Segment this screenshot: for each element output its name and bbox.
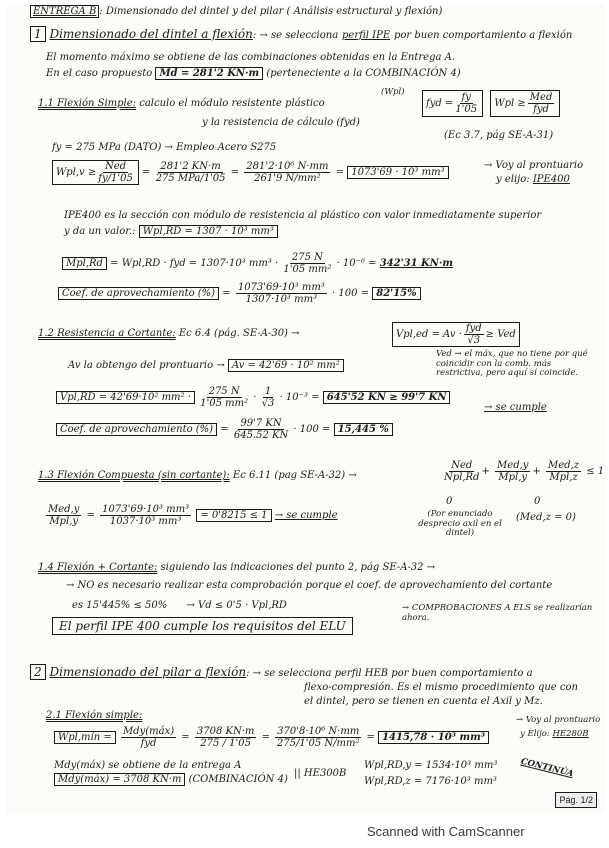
- section-2-1-title: 2.1 Flexión simple:: [46, 710, 143, 721]
- mplrd-result: 342'31 KN·m: [379, 258, 453, 269]
- scanned-page: [6, 4, 605, 814]
- els-note: → COMPROBACIONES A ELS se realizarían ahora.: [402, 603, 593, 623]
- page-number: Pág. 1/2: [555, 792, 597, 808]
- coef-2-den: 645.52 KN: [233, 430, 289, 441]
- section-1-trail2: por buen comportamiento a flexión: [393, 30, 573, 41]
- vplrd-lhs: Vpl,RD = 42'69·10² mm² ·: [56, 391, 195, 404]
- vplrd-tail: · 10⁻³ =: [279, 392, 320, 403]
- wplmin-lhs: Wpl,mín =: [54, 731, 116, 744]
- wplv-f1-den: fy/1'05: [98, 173, 133, 184]
- fyd-num: fy: [461, 92, 471, 103]
- s13-se-cumple: → se cumple: [274, 510, 338, 521]
- elijo-text: y elijo:: [496, 174, 530, 185]
- section-1-1-title: 1.1 Flexión Simple:: [38, 98, 137, 109]
- section-1-perfil: perfil IPE: [342, 30, 391, 41]
- s13-lhs-den: Mpl,y: [49, 516, 79, 527]
- vplrd-result: 645'52 KN ≥ 99'7 KN: [323, 391, 451, 404]
- s2-text-2: flexo-compresión. Es el mismo procedimiento que con: [304, 682, 578, 693]
- s14-ratio: es 15'445% ≤ 50%: [72, 600, 168, 611]
- md-value-box: Md = 281'2 KN·m: [155, 67, 263, 80]
- wplmin-f1-num: Mdy(máx): [122, 726, 175, 737]
- wpl-annotation: (Wpl): [381, 87, 405, 97]
- fy-data-line: fy = 275 MPa (DATO) → Empleo Acero S275: [52, 142, 277, 153]
- int-t1-num: Ned: [451, 460, 473, 471]
- header-rest: : Dimensionado del dintel y del pilar ( Análisis estructural y flexión): [99, 6, 443, 17]
- mdy-note: Mdy(máx) se obtiene de la entrega A: [54, 760, 242, 771]
- vplrd-dot: ·: [253, 392, 257, 403]
- ipe400-paragraph: IPE400 es la sección con módulo de resistencia al plástico con valor inmediatamente superior: [64, 210, 542, 221]
- elijo-ipe: [496, 174, 570, 186]
- fyd-den: 1'05: [455, 104, 478, 115]
- s11-text-2: y la resistencia de cálculo (fyd): [202, 117, 360, 128]
- ipe400-choice: IPE400: [532, 174, 570, 185]
- vpl-den: √3: [467, 335, 481, 346]
- mplrd-den: 1'05 mm²: [283, 264, 332, 275]
- int-zero-2: 0: [534, 496, 541, 507]
- section-1-p2-text: En el caso propuesto: [46, 68, 153, 79]
- wplmin-f2-num: 3708 KN·m: [196, 726, 255, 737]
- s13-check: $\frac{\text{Med,y}}{\text{Mpl,y}}$ = $\frac{\text{1073'69·10³ mm³}}{\text{1037·10³ mm³}}$ = 0'8215 ≤ 1 → se cumple: [48, 504, 338, 527]
- section-1-4-heading: [38, 562, 435, 574]
- av-line: [68, 360, 344, 372]
- wplrd-z: Wpl,RD,z = 7176·10³ mm³: [364, 776, 497, 787]
- fyd-lhs: fyd =: [426, 98, 454, 109]
- wplv-f3-den: 261'9 N/mm²: [254, 173, 321, 184]
- coef-1-result: 82'15%: [372, 287, 420, 300]
- coef-2-result: 15,445 %: [334, 423, 393, 436]
- section-2-1-heading: [46, 710, 142, 722]
- s14-text-1: siguiendo las indicaciones del punto 2, pág SE-A-32 →: [160, 562, 436, 573]
- coef-1-tail: · 100 =: [332, 288, 370, 299]
- wplv-f2-num: 281'2 KN·m: [160, 161, 221, 172]
- s21-elijo-text: y Elijo:: [520, 729, 550, 739]
- fyd-formula: [422, 90, 560, 117]
- s21-elijo: [520, 730, 589, 740]
- section-1-heading: [30, 28, 572, 42]
- int-zero-1: 0: [446, 496, 453, 507]
- interaction-formula: $\frac{\text{Ned}}{\text{Npl,Rd}}$ + $\frac{\text{Med,y}}{\text{Mpl,y}}$ + $\frac{\text{Med,z}}{\text{Mpl,z}}$ ≤ 1: [444, 460, 605, 483]
- wpl-lhs: Wpl ≥: [494, 98, 526, 109]
- s13-result: = 0'8215 ≤ 1: [196, 509, 271, 522]
- s14-condition: → Vd ≤ 0'5 · Vpl,RD: [186, 600, 287, 611]
- coef-1-den: 1307·10³ mm³: [245, 294, 318, 305]
- mplrd-tail: · 10⁻⁶ =: [336, 258, 377, 269]
- av-value: Av = 42'69 · 10² mm²: [228, 359, 344, 372]
- wplmin-f1-den: fyd: [140, 738, 157, 749]
- s12-se-cumple: → se cumple: [484, 402, 547, 413]
- vplrd-num-2: 1: [264, 386, 272, 397]
- continua-note: CONTINÚA: [519, 756, 575, 780]
- section-1-1-heading: [38, 98, 325, 110]
- coef-2-equation: Coef. de aprovechamiento (%) = $\frac{99'7 KN}{645.52 KN}$ · 100 = 15,445 %: [56, 418, 393, 441]
- section-1-3-heading: [38, 470, 357, 482]
- vplrd-num: 275 N: [208, 386, 240, 397]
- wpl-num: Med: [529, 92, 553, 103]
- section-2-number: 2: [30, 664, 46, 680]
- vplrd-den-2: √3: [261, 398, 275, 409]
- section-1-trail: : → se selecciona: [252, 30, 339, 41]
- ipe400-conclusion: El perfil IPE 400 cumple los requisitos del ELU: [52, 617, 353, 635]
- section-2-heading: [30, 666, 533, 680]
- prontuario-note: → Voy al prontuario: [484, 160, 584, 171]
- vpl-formula: [392, 322, 520, 347]
- he300b-label: || HE300B: [294, 768, 347, 779]
- section-1-paragraph-1: El momento máximo se obtiene de las combinaciones obtenidas en la Entrega A.: [46, 52, 456, 63]
- vplrd-equation: [56, 386, 450, 409]
- section-1-paragraph-2: [46, 68, 461, 80]
- wplv-f2-den: 275 MPa/1'05: [155, 173, 226, 184]
- vpl-num: fyd: [465, 323, 482, 334]
- mdy-value: Mdy(máx) = 3708 KN·m: [54, 773, 185, 786]
- wplv-result: 1073'69 · 10³ mm³: [347, 166, 448, 179]
- int-t3-den: Mpl,z: [549, 472, 578, 483]
- coef-1-label: Coef. de aprovechamiento (%): [58, 287, 219, 300]
- wpl-den: fyd: [533, 104, 549, 115]
- s14-text-2: → NO es necesario realizar esta comprobación porque el coef. de aprovechamiento del cortante: [66, 580, 553, 591]
- int-note-2: (Med,z = 0): [516, 512, 576, 523]
- wplmin-equation: Wpl,mín = $\frac{\text{Mdy(máx)}}{\text{fyd}}$ = $\frac{3708 KN\cdot m}{275 / 1'05}$ = $\frac{\text{370'8·10⁶ N·mm}}{\text{275/1'05 N/mm²}}$ = 1415,78 · 10³ mm³: [54, 726, 489, 749]
- mplrd-equation: [62, 252, 453, 275]
- s11-text-1: calculo el módulo resistente plástico: [139, 98, 325, 109]
- wplv-f1-num: Ned: [105, 161, 127, 172]
- int-note-1: (Por enunciado desprecio axil en el dintel): [418, 509, 502, 538]
- int-le: ≤ 1: [586, 466, 605, 477]
- md-combination: (perteneciente a la COMBINACIÓN 4): [266, 68, 461, 79]
- mplrd-middle: = Wpl,RD · fyd = 1307·10³ mm³ ·: [110, 258, 279, 269]
- s2-text-3: el dintel, pero se tienen en cuenta el Axil y Mz.: [304, 696, 543, 707]
- vpl-tail: ≥ Ved: [485, 329, 516, 340]
- mplrd-num: 275 N: [291, 252, 323, 263]
- coef-2-label: Coef. de aprovechamiento (%): [56, 423, 217, 436]
- section-1-title: Dimensionado del dintel a flexión: [49, 27, 253, 41]
- ec-3-7-ref: (Ec 3.7, pág SE-A-31): [444, 130, 554, 141]
- s13-r-num: 1073'69·10³ mm³: [102, 504, 190, 515]
- mplrd-lhs: Mpl,Rd: [62, 257, 107, 270]
- he280b-choice: HE280B: [552, 729, 589, 739]
- s14-conclusion: [52, 620, 353, 632]
- av-text: Av la obtengo del prontuario →: [68, 360, 225, 371]
- entrega-label: ENTREGA B: [30, 5, 99, 18]
- wplv-lhs: Wpl,v ≥: [56, 167, 97, 178]
- coef-1-num: 1073'69·10³ mm³: [237, 282, 325, 293]
- int-t2-num: Med,y: [497, 460, 529, 471]
- wplmin-result: 1415,78 · 10³ mm³: [378, 731, 489, 744]
- wplmin-f3-den: 275/1'05 N/mm²: [276, 738, 360, 749]
- page-header: [30, 6, 442, 18]
- s13-r-den: 1037·10³ mm³: [109, 516, 182, 527]
- s2-text-1: : → se selecciona perfil HEB por buen comportamiento a: [246, 668, 533, 679]
- wplmin-f3-num: 370'8·10⁶ N·mm: [277, 726, 360, 737]
- mdy-combination: (COMBINACIÓN 4): [188, 774, 288, 785]
- s13-lhs-num: Med,y: [48, 504, 80, 515]
- wplrd-box: Wpl,RD = 1307 · 10³ mm³: [139, 225, 278, 238]
- int-t1-den: Npl,Rd: [444, 472, 480, 483]
- section-2-title: Dimensionado del pilar a flexión: [49, 665, 247, 679]
- mdy-value-line: [54, 774, 288, 786]
- s14-text-3: [72, 600, 287, 612]
- wplmin-f2-den: 275 / 1'05: [200, 738, 251, 749]
- wplv-f3-num: 281'2·10⁶ N·mm: [246, 161, 329, 172]
- int-t2-den: Mpl,y: [498, 472, 528, 483]
- section-1-2-heading: [38, 328, 300, 340]
- ipe400-p4: y da un valor.:: [64, 226, 136, 237]
- vplrd-den: 1'05 mm²: [200, 398, 249, 409]
- int-t3-num: Med,z: [547, 460, 579, 471]
- coef-2-tail: · 100 =: [293, 424, 331, 435]
- section-1-3-title: 1.3 Flexión Compuesta (sin cortante):: [38, 470, 230, 481]
- wplv-equation: Wpl,v ≥ $\frac{\text{Ned}}{fy/1'05}$ = $\frac{281'2 KN\cdot m}{\text{275 MPa/1'05}}$ = $\frac{\text{281'2·10⁶ N·mm}}{\text{261'9 N/mm²}}$ = 1073'69 · 10³ mm³: [52, 160, 449, 185]
- s12-ec: Ec 6.4 (pág. SE-A-30) →: [178, 328, 300, 339]
- section-1-4-title: 1.4 Flexión + Cortante:: [38, 562, 158, 573]
- scanner-watermark: Scanned with CamScanner: [367, 824, 525, 839]
- wplrd-y: Wpl,RD,y = 1534·10³ mm³: [364, 760, 498, 771]
- vpl-formula-lhs: Vpl,ed = Av ·: [396, 329, 462, 340]
- coef-2-num: 99'7 KN: [240, 418, 282, 429]
- section-1-2-title: 1.2 Resistencia a Cortante:: [38, 328, 176, 339]
- coef-1-equation: Coef. de aprovechamiento (%) = $\frac{\text{1073'69·10³ mm³}}{\text{1307·10³ mm³}}$ · 100 = 82'15%: [58, 282, 421, 305]
- s21-prontuario: → Voy al prontuario: [516, 715, 601, 725]
- ved-note: Ved → el máx, que no tiene por qué coincidir con la comb. más restrictiva, pero aquí sí coincide.: [436, 349, 588, 378]
- ipe400-paragraph-2: [64, 226, 278, 238]
- s13-ec: Ec 6.11 (pag SE-A-32) →: [232, 470, 357, 481]
- section-1-number: 1: [30, 26, 46, 42]
